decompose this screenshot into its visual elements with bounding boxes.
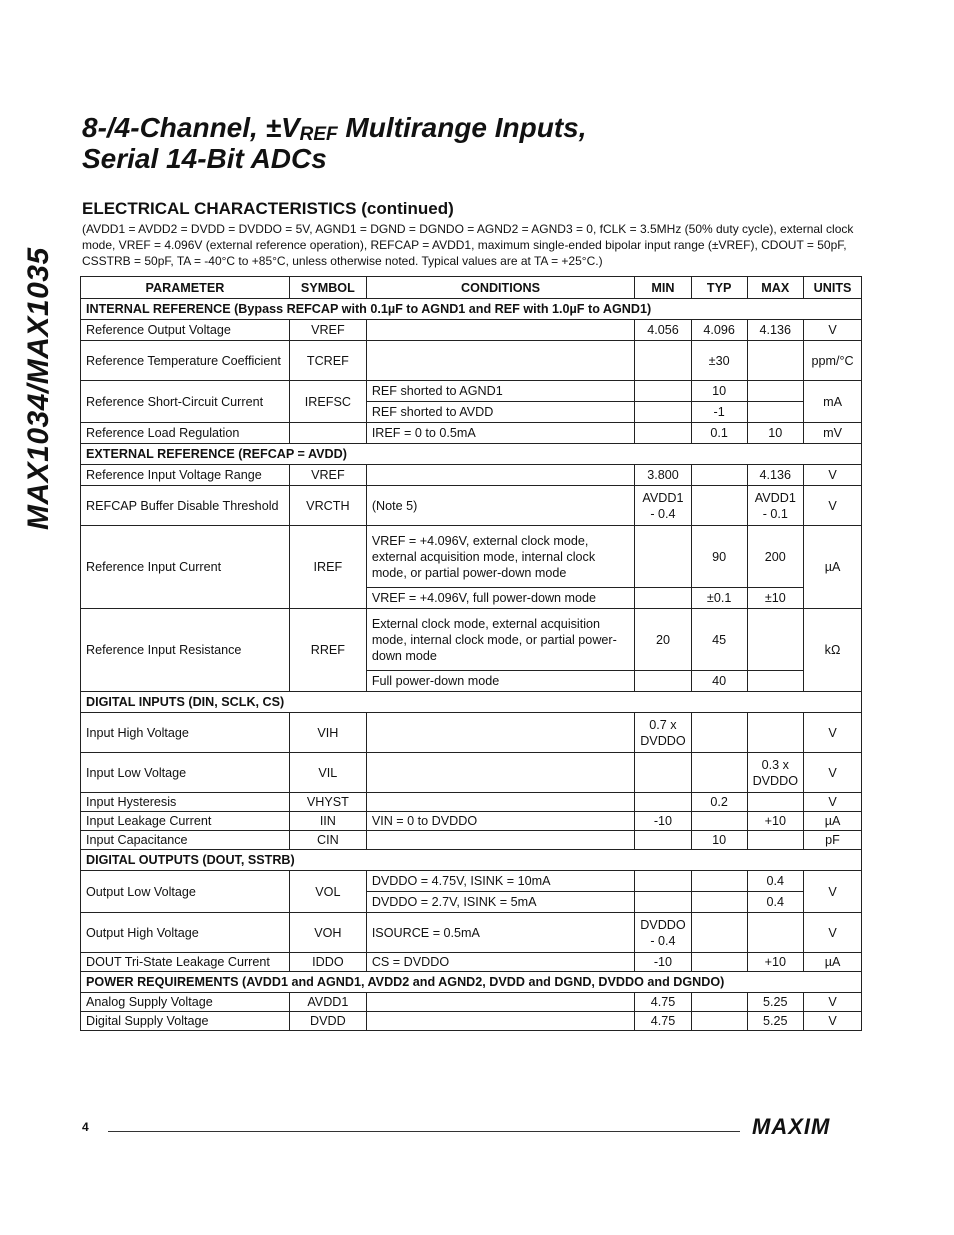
section-power-requirements: POWER REQUIREMENTS (AVDD1 and AGND1, AVDD2 and AGND2, DVDD and DGND, DVDDO and DGNDO) [81, 972, 862, 993]
table-row: Input Hysteresis VHYST 0.2 V [81, 793, 862, 812]
table-row: Reference Input Voltage Range VREF 3.800 4.136 V [81, 465, 862, 486]
header-max: MAX [747, 277, 803, 299]
table-row: DOUT Tri-State Leakage Current IDDO CS = DVDDO -10 +10 µA [81, 953, 862, 972]
header-parameter: PARAMETER [81, 277, 290, 299]
header-conditions: CONDITIONS [366, 277, 634, 299]
page-number: 4 [82, 1120, 89, 1134]
table-row: Output High Voltage VOH ISOURCE = 0.5mA DVDDO - 0.4 V [81, 913, 862, 953]
table-row: Input Leakage Current IIN VIN = 0 to DVDDO -10 +10 µA [81, 812, 862, 831]
section-digital-outputs: DIGITAL OUTPUTS (DOUT, SSTRB) [81, 850, 862, 871]
section-external-reference: EXTERNAL REFERENCE (REFCAP = AVDD) [81, 444, 862, 465]
test-conditions: (AVDD1 = AVDD2 = DVDD = DVDDO = 5V, AGND1 = DGND = DGNDO = AGND2 = AGND3 = 0, fCLK = 3.5MHz (50% duty cycle), external clock mode, VREF = 4.096V (external reference operation), REFCAP = AVDD1, maximum single-ended bipolar input range (±VREF), CDOUT = 50pF, CSSTRB = 50pF, TA = -40°C to +85°C, unless otherwise noted. Typical values are at TA = +25°C.) [82, 222, 854, 268]
table-row: Input Low Voltage VIL 0.3 x DVDDO V [81, 753, 862, 793]
header-typ: TYP [691, 277, 747, 299]
table-row: Reference Short-Circuit Current IREFSC REF shorted to AGND1 10 mA [81, 381, 862, 402]
section-internal-reference: INTERNAL REFERENCE (Bypass REFCAP with 0.1µF to AGND1 and REF with 1.0µF to AGND1) [81, 299, 862, 320]
table-header-row [81, 277, 862, 299]
section-digital-inputs: DIGITAL INPUTS (DIN, SCLK, CS) [81, 692, 862, 713]
table-row: Reference Input Current IREF VREF = +4.096V, external clock mode, external acquisition mode, internal clock mode, or partial power-down mode 90 200 µA [81, 526, 862, 588]
table-row: Input High Voltage VIH 0.7 x DVDDO V [81, 713, 862, 753]
header-units: UNITS [804, 277, 862, 299]
header-min: MIN [635, 277, 691, 299]
maxim-logo: MAXIM [752, 1114, 831, 1139]
footer-rule [108, 1131, 740, 1132]
table-row: Reference Load Regulation IREF = 0 to 0.5mA 0.1 10 mV [81, 423, 862, 444]
table-row: Reference Input Resistance RREF External clock mode, external acquisition mode, internal clock mode, or partial power-down mode 20 45 kΩ [81, 609, 862, 671]
table-row: Reference Output Voltage VREF 4.056 4.096 4.136 V [81, 320, 862, 341]
table-row: Input Capacitance CIN 10 pF [81, 831, 862, 850]
table-row: Reference Temperature Coefficient TCREF ±30 ppm/°C [81, 341, 862, 381]
table-row: Digital Supply Voltage DVDD 4.75 5.25 V [81, 1012, 862, 1031]
page-title: 8-/4-Channel, $\pm V_{REF}$ Multirange Inputs, Serial 14-Bit ADCs [82, 112, 587, 174]
header-symbol: SYMBOL [289, 277, 366, 299]
table-row: VREF = +4.096V, full power-down mode ±0.1 ±10 [81, 588, 862, 609]
table-row: REF shorted to AVDD -1 [81, 402, 862, 423]
table-row: Analog Supply Voltage AVDD1 4.75 5.25 V [81, 993, 862, 1012]
electrical-characteristics-table [80, 276, 862, 1031]
table-row: Full power-down mode 40 [81, 671, 862, 692]
section-heading: ELECTRICAL CHARACTERISTICS (continued) [82, 199, 454, 218]
table-row: Output Low Voltage VOL DVDDO = 4.75V, ISINK = 10mA 0.4 V [81, 871, 862, 892]
table-row: DVDDO = 2.7V, ISINK = 5mA 0.4 [81, 892, 862, 913]
side-part-number: MAX1034/MAX1035 [22, 247, 55, 530]
table-row: REFCAP Buffer Disable Threshold VRCTH (Note 5) AVDD1 - 0.4 AVDD1 - 0.1 V [81, 486, 862, 526]
